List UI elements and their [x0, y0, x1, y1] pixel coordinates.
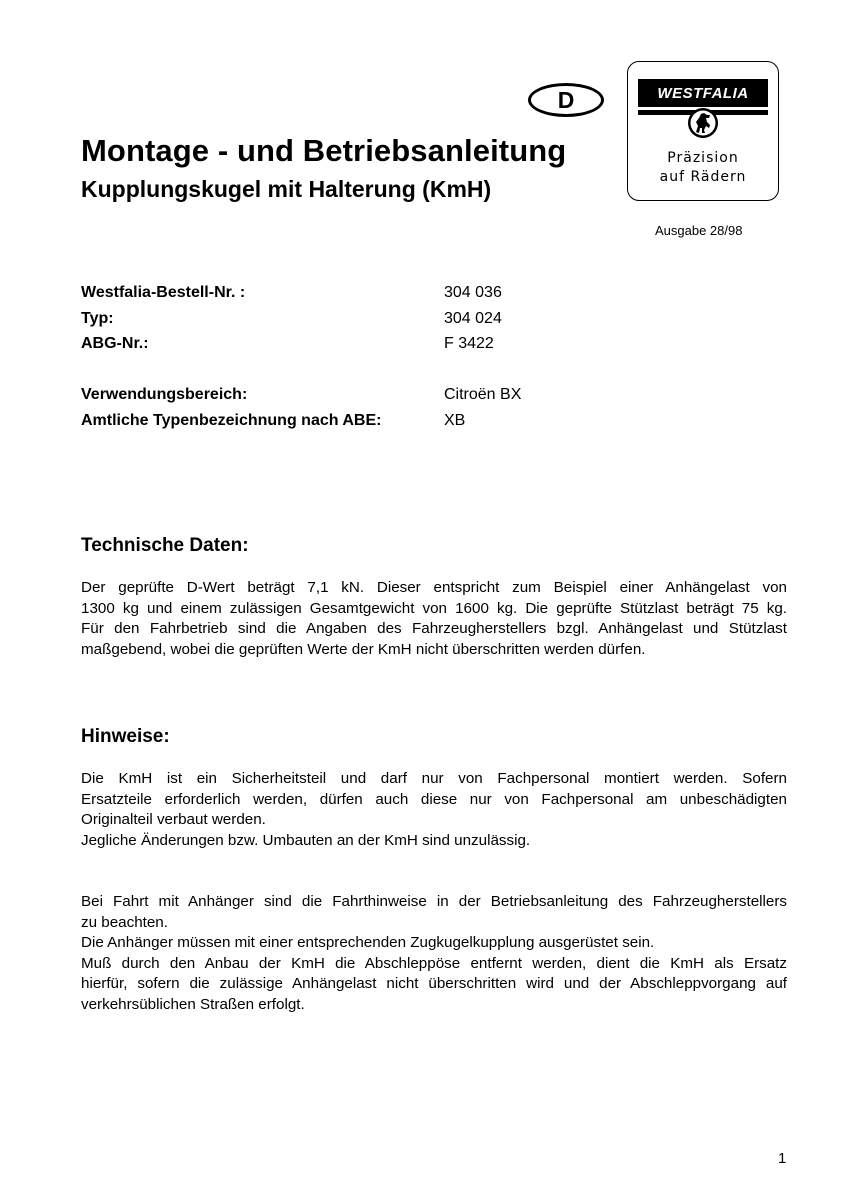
paragraph-line: Die KmH ist ein Sicherheitsteil und darf nur von Fachpersonal montiert werden. Sofern	[81, 770, 787, 787]
order-number-label: Westfalia-Bestell-Nr. :	[81, 284, 246, 301]
usage-area-label: Verwendungsbereich:	[81, 386, 248, 403]
notes-paragraph-1	[81, 769, 787, 851]
paragraph-line: maßgebend, wobei die geprüften Werte der KmH nicht überschritten werden dürfen.	[81, 640, 646, 658]
logo-brand-banner	[638, 79, 768, 107]
logo-slogan-line1: Präzision	[667, 150, 739, 166]
document-title: Montage - und Betriebsanleitung	[81, 133, 567, 168]
abg-number-value: F 3422	[444, 335, 494, 352]
technical-data-heading: Technische Daten:	[81, 535, 249, 556]
paragraph-line: verkehrsüblichen Straßen erfolgt.	[81, 995, 305, 1013]
page-number: 1	[778, 1150, 787, 1167]
country-code-badge	[528, 83, 604, 117]
paragraph-line: Die Anhänger müssen mit einer entsprechenden Zugkugelkupplung ausgerüstet sein.	[81, 934, 655, 951]
paragraph-line: Originalteil verbaut werden.	[81, 811, 266, 828]
notes-heading: Hinweise:	[81, 726, 170, 747]
paragraph-line: Der geprüfte D-Wert beträgt 7,1 kN. Dieser entspricht zum Beispiel einer Anhängelast von	[81, 579, 787, 596]
paragraph-line: Bei Fahrt mit Anhänger sind die Fahrthinweise in der Betriebsanleitung des Fahrzeugherstellers	[81, 893, 787, 910]
paragraph-line: Jegliche Änderungen bzw. Umbauten an der KmH sind unzulässig.	[81, 831, 531, 849]
official-type-value: XB	[444, 412, 466, 429]
paragraph-line: hierfür, sofern die zulässige Anhängelast nicht überschritten wird und der Abschleppvorgang auf	[81, 975, 787, 992]
usage-area-value: Citroën BX	[444, 386, 522, 403]
logo-brand-text: WESTFALIA	[657, 84, 749, 102]
type-label: Typ:	[81, 310, 114, 327]
document-subtitle: Kupplungskugel mit Halterung (KmH)	[81, 176, 492, 202]
edition-label: Ausgabe 28/98	[655, 223, 743, 238]
official-type-label: Amtliche Typenbezeichnung nach ABE:	[81, 412, 382, 429]
paragraph-line: Muß durch den Anbau der KmH die Abschleppöse entfernt werden, dient die KmH als Ersatz	[81, 954, 787, 972]
paragraph-line: Ersatzteile erforderlich werden, dürfen auch diese nur von Fachpersonal am unbeschädigten	[81, 790, 787, 808]
westfalia-logo	[627, 61, 779, 201]
logo-slogan-line2: auf Rädern	[659, 169, 747, 185]
abg-number-label: ABG-Nr.:	[81, 335, 149, 352]
horse-emblem-icon	[687, 106, 719, 140]
technical-data-paragraph	[81, 578, 787, 660]
paragraph-line: 1300 kg und einem zulässigen Gesamtgewicht von 1600 kg. Die geprüfte Stützlast beträgt 75 kg.	[81, 599, 787, 617]
type-value: 304 024	[444, 310, 502, 327]
logo-slogan	[628, 149, 778, 187]
country-code: D	[557, 86, 575, 113]
order-number-value: 304 036	[444, 284, 502, 301]
paragraph-line: zu beachten.	[81, 913, 168, 931]
notes-paragraph-2	[81, 892, 787, 1015]
paragraph-line: Für den Fahrbetrieb sind die Angaben des Fahrzeugherstellers bzgl. Anhängelast und Stützlast	[81, 620, 787, 637]
